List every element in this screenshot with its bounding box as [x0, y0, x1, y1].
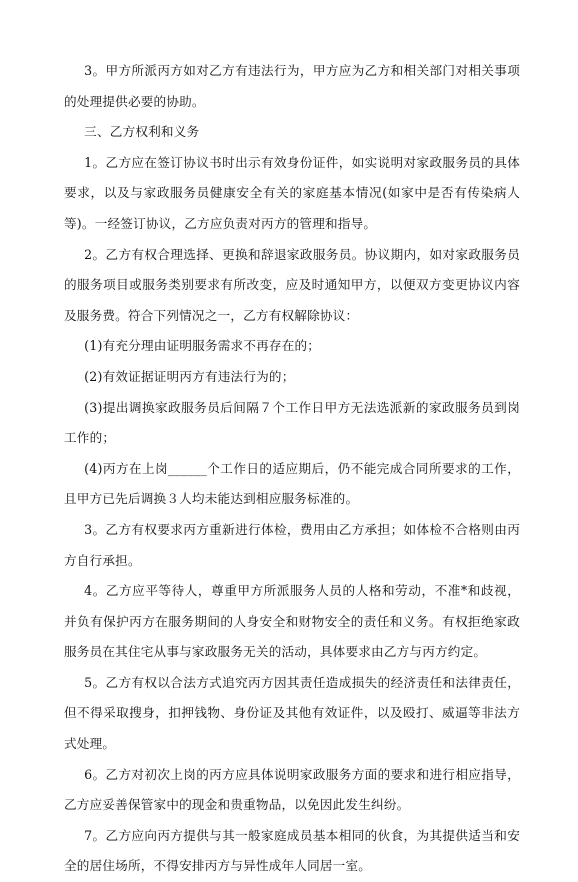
condition-item-2: (2)有效证据证明丙方有违法行为的； [84, 368, 295, 384]
paragraph-b4-respect: 4。乙方应平等待人，尊重甲方所派服务人员的人格和劳动，不准*和歧视，并负有保护丙方在服务期间的人身安全和财物安全的责任和义务。有权拒绝家政服务员在其住宅从事与家政服务无关的活动，具体要求由乙方与丙方约定。 [64, 583, 520, 660]
paragraph-a3-assist: 3。甲方所派丙方如对乙方有违法行为，甲方应为乙方和相关部门对相关事项的处理提供必要的协助。 [64, 63, 520, 109]
condition-item-4: (4)丙方在上岗______个工作日的适应期后，仍不能完成合同所要求的工作，且甲方已先后调换３人均未能达到相应服务标准的。 [64, 460, 520, 507]
paragraph-b5-liability: 5。乙方有权以合法方式追究丙方因其责任造成损失的经济责任和法律责任，但不得采取搜身，扣押钱物、身份证及其他有效证件，以及殴打、威逼等非法方式处理。 [64, 674, 520, 752]
paragraph-b3-medical-exam: 3。乙方有权要求丙方重新进行体检，费用由乙方承担；如体检不合格则由丙方自行承担。 [64, 521, 520, 568]
section-heading-party-b-rights: 三、乙方权利和义务 [84, 124, 200, 140]
condition-item-3: (3)提出调换家政服务员后间隔７个工作日甲方无法选派新的家政服务员到岗工作的； [64, 399, 520, 446]
condition-item-1: (1)有充分理由证明服务需求不再存在的； [84, 338, 321, 354]
paragraph-b6-guidance: 6。乙方对初次上岗的丙方应具体说明家政服务方面的要求和进行相应指导，乙方应妥善保管家中的现金和贵重物品，以免因此发生纠纷。 [64, 766, 520, 813]
paragraph-b2-choose-replace: 2。乙方有权合理选择、更换和辞退家政服务员。协议期内，如对家政服务员的服务项目或服务类别要求有所改变，应及时通知甲方，以便双方变更协议内容及服务费。符合下列情况之一，乙方有权解除协议： [64, 246, 520, 323]
paragraph-b7-accommodation: 7。乙方应向丙方提供与其一般家庭成员基本相同的伙食，为其提供适当和安全的居住场所，不得安排丙方与异性成年人同居一室。 [64, 827, 520, 874]
paragraph-b1-identity: 1。乙方应在签订协议书时出示有效身份证件，如实说明对家政服务员的具体要求，以及与家政服务员健康安全有关的家庭基本情况(如家中是否有传染病人等)。一经签订协议，乙方应负责对丙方的管理和指导。 [64, 154, 520, 231]
